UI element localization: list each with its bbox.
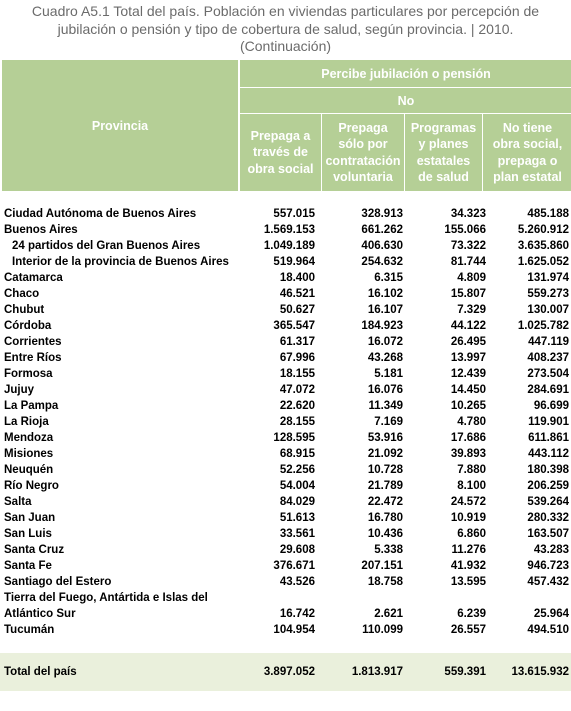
total-row — [0, 664, 571, 680]
cell-prepaga-voluntaria: 16.072 — [367, 336, 403, 348]
cell-programas-estatales: 73.322 — [450, 240, 486, 252]
cell-prepaga-obra-social: 1.049.189 — [263, 240, 315, 252]
table-row — [0, 574, 571, 590]
cell-prepaga-obra-social: 29.608 — [279, 544, 315, 556]
cell-no-tiene: 5.260.912 — [517, 224, 569, 236]
cell-prepaga-obra-social: 52.256 — [279, 464, 315, 476]
cell-programas-estatales: 39.893 — [450, 448, 486, 460]
table-row — [0, 606, 571, 622]
caption-line-1: Cuadro A5.1 Total del país. Población en viviendas particulares por percepción de — [31, 3, 540, 19]
cell-prepaga-voluntaria: 16.076 — [367, 384, 403, 396]
cell-no-tiene: 273.504 — [527, 368, 569, 380]
cell-prepaga-obra-social: 84.029 — [279, 496, 315, 508]
table-row — [0, 238, 571, 254]
table-row — [0, 526, 571, 542]
cell-programas-estatales: 10.265 — [450, 400, 486, 412]
cell-programas-estatales: 13.595 — [450, 576, 486, 588]
row-label: San Luis — [4, 528, 52, 540]
cell-no-tiene: 180.398 — [527, 464, 569, 476]
cell-no-tiene: 163.507 — [527, 528, 569, 540]
cell-prepaga-obra-social: 376.671 — [273, 560, 315, 572]
cell-prepaga-voluntaria: 6.315 — [374, 272, 403, 284]
row-label: La Rioja — [4, 416, 49, 428]
caption-line-2: jubilación o pensión y tipo de cobertura de salud, según provincia. | 2010. — [57, 20, 514, 37]
cell-prepaga-voluntaria: 5.181 — [374, 368, 403, 380]
row-label: Buenos Aires — [4, 224, 78, 236]
cell-prepaga-voluntaria: 2.621 — [374, 608, 403, 620]
cell-no-tiene: 443.112 — [528, 448, 569, 460]
header-col-prepaga-obra-social — [240, 114, 321, 191]
cell-prepaga-voluntaria: 661.262 — [361, 224, 403, 236]
header-col-3-line: y planes — [418, 137, 469, 151]
header-col-no-tiene — [483, 114, 571, 191]
row-label: Ciudad Autónoma de Buenos Aires — [4, 208, 197, 220]
cell-no-tiene: 284.691 — [527, 384, 569, 396]
caption-line-3: (Continuación) — [239, 38, 332, 54]
table-row — [0, 286, 571, 302]
cell-prepaga-voluntaria: 5.338 — [374, 544, 403, 556]
cell-programas-estatales: 13.997 — [450, 352, 486, 364]
cell-prepaga-obra-social: 54.004 — [279, 480, 315, 492]
header-col-1-line: obra social — [247, 161, 314, 176]
header-col-2-line: voluntaria — [333, 170, 393, 184]
cell-no-tiene: 447.119 — [528, 336, 569, 348]
cell-programas-estatales: 26.495 — [450, 336, 486, 348]
row-label: Salta — [4, 496, 32, 508]
cell-prepaga-obra-social: 557.015 — [273, 208, 315, 220]
cell-prepaga-obra-social: 61.317 — [279, 336, 315, 348]
header-col-2-line: Prepaga — [338, 120, 388, 135]
total-prepaga-obra-social: 3.897.052 — [263, 666, 315, 678]
header-col-4-line: prepaga o — [497, 153, 558, 168]
cell-programas-estatales: 17.686 — [450, 432, 486, 444]
cell-no-tiene: 1.025.782 — [517, 320, 569, 332]
cell-prepaga-voluntaria: 207.151 — [361, 560, 403, 572]
row-label: Chubut — [4, 304, 45, 316]
cell-no-tiene: 1.625.052 — [517, 256, 569, 268]
row-label: Río Negro — [4, 480, 59, 492]
cell-prepaga-voluntaria: 16.780 — [367, 512, 403, 524]
row-label: Formosa — [4, 368, 53, 380]
row-label: La Pampa — [4, 400, 59, 412]
row-label: Chaco — [4, 288, 40, 300]
cell-no-tiene: 280.332 — [527, 512, 569, 524]
cell-prepaga-obra-social: 16.742 — [279, 608, 315, 620]
cell-programas-estatales: 81.744 — [450, 256, 486, 268]
row-label: Santa Fe — [4, 560, 52, 572]
row-label: Corrientes — [4, 336, 62, 348]
cell-programas-estatales: 8.100 — [457, 480, 486, 492]
cell-prepaga-obra-social: 47.072 — [279, 384, 315, 396]
table-row — [0, 334, 571, 350]
row-label: Santa Cruz — [4, 544, 65, 556]
cell-prepaga-obra-social: 365.547 — [273, 320, 315, 332]
header-col-1-line: través de — [253, 145, 308, 160]
row-label: Jujuy — [4, 384, 35, 396]
table-row — [0, 590, 571, 606]
cell-prepaga-voluntaria: 53.916 — [367, 432, 403, 444]
table-row — [0, 366, 571, 382]
cell-programas-estatales: 6.860 — [457, 528, 486, 540]
row-label: San Juan — [4, 512, 56, 524]
cell-prepaga-voluntaria: 328.913 — [361, 208, 403, 220]
cell-prepaga-voluntaria: 254.632 — [361, 256, 403, 268]
cell-prepaga-voluntaria: 10.728 — [367, 464, 403, 476]
cell-prepaga-obra-social: 51.613 — [279, 512, 315, 524]
cell-no-tiene: 485.188 — [527, 208, 569, 220]
table-row — [0, 382, 571, 398]
table-row — [0, 558, 571, 574]
cell-programas-estatales: 6.239 — [457, 608, 486, 620]
cell-prepaga-voluntaria: 16.102 — [367, 288, 403, 300]
table-row — [0, 206, 571, 222]
table-row — [0, 622, 571, 638]
cell-no-tiene: 96.699 — [533, 400, 569, 412]
table-row — [0, 350, 571, 366]
row-label: Interior de la provincia de Buenos Aires — [12, 256, 229, 268]
table-caption — [0, 3, 571, 56]
cell-no-tiene: 131.974 — [527, 272, 569, 284]
total-prepaga-voluntaria: 1.813.917 — [351, 666, 403, 678]
cell-prepaga-obra-social: 1.569.153 — [263, 224, 315, 236]
header-col-programas-estatales — [405, 114, 482, 191]
cell-programas-estatales: 4.780 — [457, 416, 486, 428]
header-col-3-line: Programas — [410, 120, 477, 135]
cell-no-tiene: 559.273 — [527, 288, 569, 300]
cell-prepaga-obra-social: 519.964 — [273, 256, 315, 268]
cell-prepaga-obra-social: 22.620 — [279, 400, 315, 412]
cell-programas-estatales: 44.122 — [450, 320, 486, 332]
row-label: Córdoba — [4, 320, 52, 332]
total-label: Total del país — [4, 666, 77, 678]
cell-prepaga-obra-social: 50.627 — [279, 304, 315, 316]
cell-prepaga-obra-social: 68.915 — [279, 448, 315, 460]
cell-prepaga-voluntaria: 22.472 — [367, 496, 403, 508]
cell-prepaga-obra-social: 46.521 — [279, 288, 315, 300]
table-row — [0, 462, 571, 478]
table-row — [0, 398, 571, 414]
header-provincia: Provincia — [2, 60, 238, 191]
cell-programas-estatales: 15.807 — [450, 288, 486, 300]
cell-no-tiene: 119.901 — [528, 416, 569, 428]
header-col-4-line: obra social, — [492, 137, 563, 151]
cell-prepaga-obra-social: 33.561 — [279, 528, 315, 540]
row-label: Mendoza — [4, 432, 54, 444]
row-label: Tucumán — [4, 624, 55, 636]
cell-no-tiene: 611.861 — [528, 432, 569, 444]
table-row — [0, 478, 571, 494]
header-percibe-jubilacion: Percibe jubilación o pensión — [240, 60, 571, 87]
cell-prepaga-obra-social: 28.155 — [279, 416, 315, 428]
cell-prepaga-obra-social: 67.996 — [279, 352, 315, 364]
table-row — [0, 430, 571, 446]
cell-programas-estatales: 14.450 — [450, 384, 486, 396]
cell-no-tiene: 43.283 — [533, 544, 569, 556]
cell-prepaga-voluntaria: 21.789 — [367, 480, 403, 492]
row-label: Atlántico Sur — [4, 608, 76, 620]
header-col-4-line: No tiene — [502, 120, 553, 135]
cell-prepaga-obra-social: 18.400 — [279, 272, 315, 284]
cell-prepaga-voluntaria: 110.099 — [362, 624, 403, 636]
row-label: Tierra del Fuego, Antártida e Islas del — [4, 592, 208, 604]
row-label: Misiones — [4, 448, 54, 460]
cell-programas-estatales: 24.572 — [450, 496, 486, 508]
cell-no-tiene: 494.510 — [527, 624, 569, 636]
cell-programas-estatales: 7.329 — [457, 304, 486, 316]
header-col-3-line: de salud — [418, 170, 469, 184]
row-label: Neuquén — [4, 464, 54, 476]
table-row — [0, 302, 571, 318]
cell-no-tiene: 946.723 — [527, 560, 569, 572]
table-row — [0, 254, 571, 270]
header-col-4-line: plan estatal — [493, 170, 562, 184]
header-no: No — [240, 88, 571, 113]
cell-prepaga-voluntaria: 43.268 — [367, 352, 403, 364]
cell-prepaga-obra-social: 43.526 — [279, 576, 315, 588]
cell-programas-estatales: 41.932 — [450, 560, 486, 572]
cell-no-tiene: 408.237 — [527, 352, 569, 364]
table-row — [0, 542, 571, 558]
row-label: Santiago del Estero — [4, 576, 112, 588]
cell-programas-estatales: 26.557 — [450, 624, 486, 636]
cell-no-tiene: 457.432 — [527, 576, 569, 588]
table-row — [0, 318, 571, 334]
cell-no-tiene: 25.964 — [533, 608, 569, 620]
table-row — [0, 446, 571, 462]
table-row — [0, 222, 571, 238]
cell-prepaga-voluntaria: 406.630 — [361, 240, 403, 252]
header-col-2-line: contratación — [325, 153, 401, 168]
row-label: 24 partidos del Gran Buenos Aires — [12, 240, 201, 252]
total-programas-estatales: 559.391 — [444, 666, 486, 678]
cell-prepaga-voluntaria: 21.092 — [367, 448, 403, 460]
cell-prepaga-voluntaria: 18.758 — [367, 576, 403, 588]
cell-prepaga-voluntaria: 10.436 — [367, 528, 403, 540]
row-label: Catamarca — [4, 272, 63, 284]
cell-no-tiene: 206.259 — [527, 480, 569, 492]
header-col-prepaga-voluntaria — [322, 114, 404, 191]
cell-prepaga-obra-social: 128.595 — [273, 432, 315, 444]
cell-programas-estatales: 4.809 — [457, 272, 486, 284]
header-col-1-line: Prepaga a — [250, 128, 311, 143]
cell-prepaga-voluntaria: 184.923 — [361, 320, 403, 332]
table-row — [0, 494, 571, 510]
cell-prepaga-voluntaria: 11.349 — [368, 400, 403, 412]
cell-programas-estatales: 10.919 — [450, 512, 486, 524]
cell-no-tiene: 539.264 — [527, 496, 569, 508]
header-col-2-line: sólo por — [338, 137, 388, 151]
header-col-3-line: estatales — [416, 153, 471, 168]
cell-prepaga-voluntaria: 16.107 — [367, 304, 403, 316]
table-row — [0, 510, 571, 526]
cell-prepaga-obra-social: 104.954 — [273, 624, 315, 636]
cell-programas-estatales: 155.066 — [444, 224, 486, 236]
row-label: Entre Ríos — [4, 352, 62, 364]
cell-programas-estatales: 34.323 — [450, 208, 486, 220]
cell-prepaga-voluntaria: 7.169 — [374, 416, 403, 428]
cell-prepaga-obra-social: 18.155 — [279, 368, 315, 380]
cell-programas-estatales: 11.276 — [451, 544, 486, 556]
total-no-tiene: 13.615.932 — [511, 666, 569, 678]
cell-no-tiene: 3.635.860 — [517, 240, 569, 252]
cell-no-tiene: 130.007 — [527, 304, 569, 316]
cell-programas-estatales: 12.439 — [450, 368, 486, 380]
cell-programas-estatales: 7.880 — [457, 464, 486, 476]
table-row — [0, 270, 571, 286]
table-row — [0, 414, 571, 430]
